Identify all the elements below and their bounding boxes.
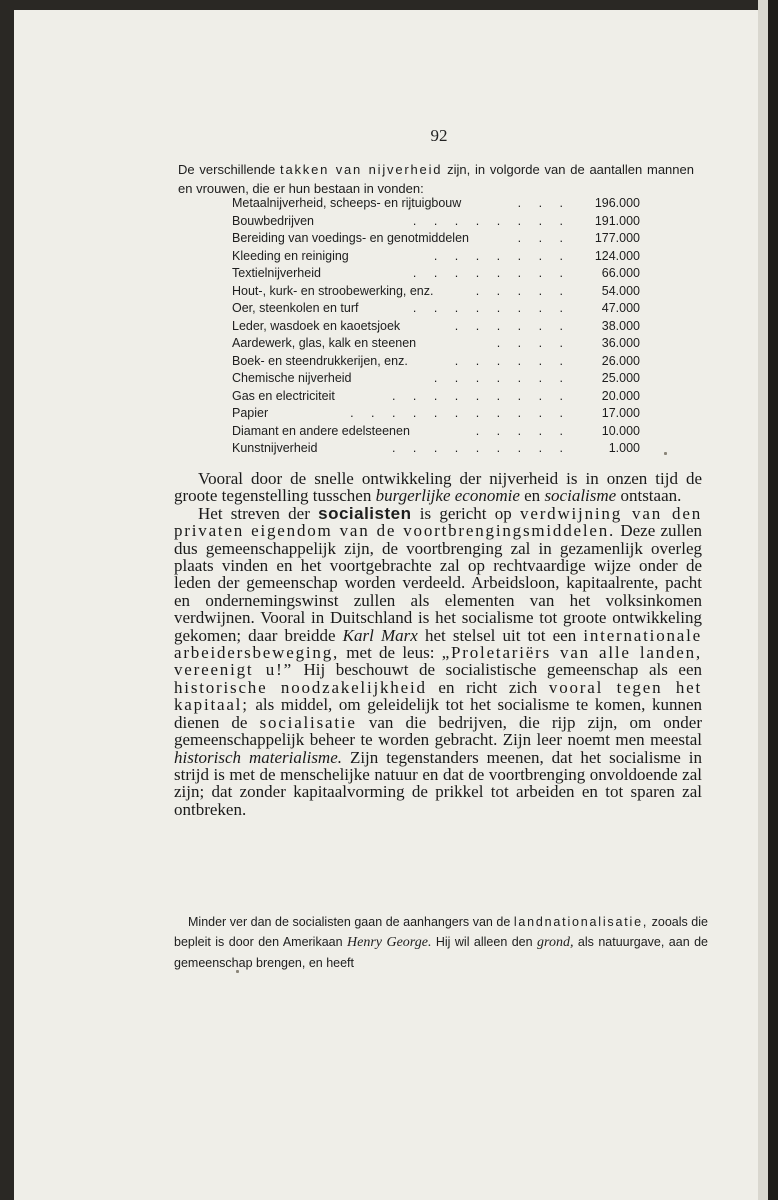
spaced-phrase: socialisatie <box>259 712 357 732</box>
text-run: Hij wil alleen den <box>431 935 538 949</box>
worker-count: 47.000 <box>601 301 640 315</box>
emphasis: Henry George. <box>347 935 432 950</box>
worker-count: 124.000 <box>594 248 640 263</box>
leader-dots: . . . . . . <box>454 318 570 333</box>
worker-count: 177.000 <box>594 231 640 245</box>
bold-term: socialisten <box>318 503 412 523</box>
industry-label: Bouwbedrijven <box>232 213 314 228</box>
leader-dots: . . . <box>517 196 570 210</box>
table-row <box>218 406 640 424</box>
spaced-phrase: landnationalisatie, <box>513 915 649 929</box>
main-text <box>174 470 702 818</box>
page-edge <box>758 0 768 1200</box>
spaced-phrase: internationale arbeidersbeweging, <box>174 625 703 663</box>
table-row <box>218 266 640 284</box>
leader-dots: . . . . . . . . . <box>391 441 570 455</box>
emphasis: burgerlijke economie <box>375 486 520 506</box>
leader-dots: . . . . . <box>475 283 570 298</box>
industry-label: Chemische nijverheid <box>232 371 352 385</box>
industry-label: Diamant en andere edelsteenen <box>232 423 410 438</box>
intro-part-1: De verschillende <box>178 162 276 177</box>
text-run: het stelsel uit tot een <box>417 625 584 645</box>
leader-dots: . . . . . . <box>454 353 570 368</box>
spaced-phrase: verdwijning van den privaten eigendom van de voortbrengingsmiddelen. <box>174 503 702 541</box>
industry-label: Leder, wasdoek en kaoetsjoek <box>232 318 401 333</box>
intro-text <box>178 160 694 198</box>
table-row <box>218 196 640 214</box>
paragraph-1 <box>174 470 702 505</box>
worker-count: 20.000 <box>601 388 640 403</box>
industry-label: Gas en electriciteit <box>232 388 335 403</box>
leader-dots: . . . . . . . . <box>412 301 570 315</box>
text-run: met de leus: <box>339 643 442 663</box>
industry-label: Metaalnijverheid, scheeps- en rijtuigbouw <box>232 196 462 210</box>
table-row <box>218 249 640 267</box>
worker-count: 66.000 <box>601 266 640 280</box>
footnote-paragraph <box>174 912 708 973</box>
print-speck <box>236 970 239 973</box>
worker-count: 36.000 <box>601 336 640 350</box>
text-run: als natuurgave, aan de gemeenschap brengen, en heeft <box>174 935 708 970</box>
text-run: ontstaan. <box>616 486 682 506</box>
text-run: Zijn tegenstanders meenen, dat het socialisme in strijd is met de menschelijke natuur en dat de voortbrenging onvoldoende zal zijn; dat zonder kapitaalvorming de prikkel tot arbeiden en tot sparen zal ontbreken. <box>174 747 702 819</box>
worker-count: 191.000 <box>594 213 640 228</box>
worker-count: 196.000 <box>594 196 640 210</box>
leader-dots: . . . <box>517 231 570 245</box>
footnote <box>174 912 708 973</box>
leader-dots: . . . . . . . . <box>412 266 570 280</box>
table-row <box>218 441 640 459</box>
worker-count: 25.000 <box>601 371 640 385</box>
text-run: en <box>519 486 545 506</box>
emphasis: Karl Marx <box>342 625 418 645</box>
industry-label: Kleeding en reiniging <box>232 248 349 263</box>
table-row <box>218 424 640 442</box>
worker-count: 17.000 <box>601 406 640 420</box>
leader-dots: . . . . . . . <box>433 371 570 385</box>
paragraph-2 <box>174 505 702 818</box>
worker-count: 1.000 <box>608 441 640 455</box>
leader-dots: . . . . <box>496 336 570 350</box>
text-run: Het streven der <box>198 503 319 523</box>
leader-dots: . . . . . <box>475 423 570 438</box>
industry-label: Aardewerk, glas, kalk en steenen <box>232 336 417 350</box>
emphasis: grond, <box>537 935 574 950</box>
leader-dots: . . . . . . . . <box>412 213 570 228</box>
text-run: en richt zich <box>426 677 549 697</box>
page-number: 92 <box>430 126 448 145</box>
text-run: Vooral door de snelle ontwikkeling der nijverheid is in onzen tijd de groote tegenstelling tusschen <box>174 469 702 506</box>
text-run: zooals die bepleit is door den Amerikaan <box>174 915 708 949</box>
emphasis: historisch materialisme. <box>174 747 343 767</box>
industry-label: Boek- en steendrukkerijen, enz. <box>232 353 408 368</box>
table-row <box>218 354 640 372</box>
worker-count: 26.000 <box>601 353 640 368</box>
intro-spaced-phrase: takken van nijverheid <box>280 162 443 177</box>
industry-label: Papier <box>232 406 269 420</box>
leader-dots: . . . . . . . . . <box>391 388 570 403</box>
leader-dots: . . . . . . . <box>433 248 570 263</box>
worker-count: 54.000 <box>601 283 640 298</box>
print-speck <box>664 452 667 455</box>
industry-label: Bereiding van voedings- en genotmiddelen <box>232 231 469 245</box>
worker-count: 10.000 <box>601 423 640 438</box>
text-run: Minder ver dan de socialisten gaan de aanhangers van de <box>188 915 514 929</box>
worker-count: 38.000 <box>601 318 640 333</box>
text-run: als middel, om geleidelijk tot het socialisme te komen, kunnen dienen de <box>174 695 702 732</box>
spaced-phrase: historische noodzakelijkheid <box>174 677 427 697</box>
spaced-phrase: vooral tegen het kapitaal; <box>174 677 702 715</box>
table-row <box>218 214 640 232</box>
table-row <box>218 284 640 302</box>
text-run: Hij beschouwt de socialistische gemeenschap als een <box>292 660 702 680</box>
scan-border <box>768 0 778 1200</box>
industry-label: Kunstnijverheid <box>232 441 318 455</box>
table-row <box>218 389 640 407</box>
table-row <box>218 301 640 319</box>
table-row <box>218 319 640 337</box>
text-run: van die bedrijven, die rijp zijn, om onder gemeenschappelijk beheer te worden gebracht. Zijn leer noemt men meestal <box>174 712 703 750</box>
table-row <box>218 371 640 389</box>
text-run: is gericht op <box>411 503 521 523</box>
table-row <box>218 336 640 354</box>
leader-dots: . . . . . . . . . . . <box>350 406 570 420</box>
industry-label: Hout-, kurk- en stroobewerking, enz. <box>232 283 434 298</box>
emphasis: socialisme <box>544 486 617 506</box>
text-run: Deze zullen dus gemeenschappelijk zijn, de voortbrenging zal in gezamenlijk overleg plaats vinden en het voortgebrachte zal op rechtvaardige wijze onder de leden der gemeenschap worden verdeeld. Arbeidsloon, kapitaalrente, pacht en ondernemingswinst zullen als elementen van het volksinkomen verdwijnen. Vooral in Duitschland is het socialisme tot groote ontwikkeling gekomen; daar breidde <box>174 521 703 645</box>
industry-label: Textielnijverheid <box>232 266 321 280</box>
intro-part-2: zijn, in volgorde van de aantallen mannen en vrouwen, die er hun bestaan in vonden: <box>178 162 694 196</box>
industry-label: Oer, steenkolen en turf <box>232 301 359 315</box>
table-row <box>218 231 640 249</box>
spaced-phrase: „Proletariërs van alle landen, vereenigt u!” <box>174 643 702 680</box>
